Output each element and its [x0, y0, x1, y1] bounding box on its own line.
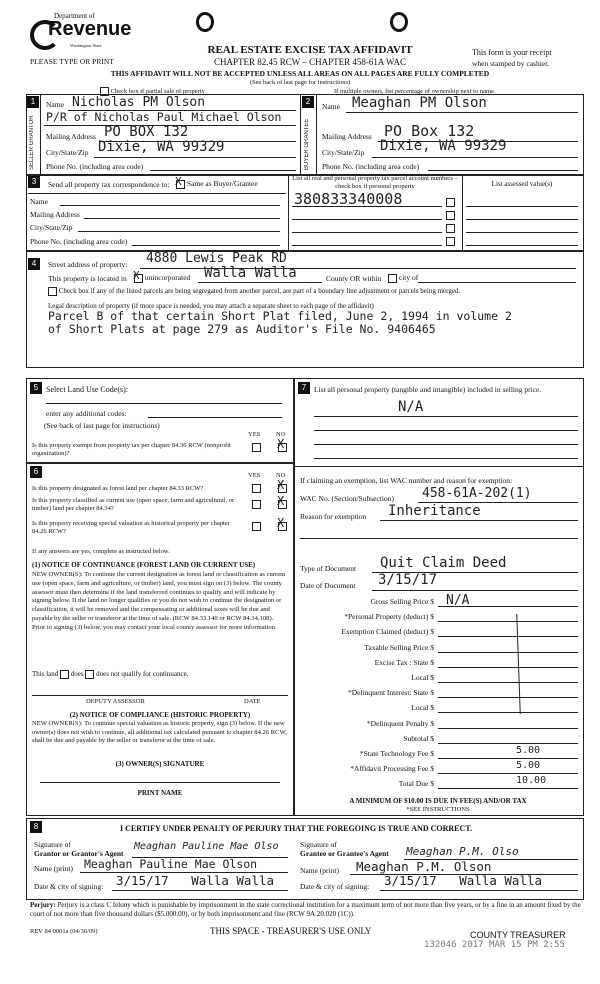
street-value[interactable]: 4880 Lewis Peak RD [146, 251, 287, 266]
fee-label: Total Due $ [398, 779, 434, 789]
grantee-name-label: Name (print) [300, 866, 339, 875]
segregated-label: Check box if any of the listed parcels are being segregated from another parcel, are part of a boundary line adjustment or parcels being merged. [58, 287, 461, 296]
corr-mailing-label: Mailing Address [30, 210, 80, 219]
warning-text: THIS AFFIDAVIT WILL NOT BE ACCEPTED UNLESS ALL AREAS ON ALL PAGES ARE FULLY COMPLETED [110, 69, 490, 78]
grantee-sig-label-2: Grantee or Grantee's Agent [300, 849, 389, 858]
form-chapter: CHAPTER 82.45 RCW – CHAPTER 458-61A WAC [214, 57, 406, 67]
buyer-mailing-label: Mailing Address [322, 132, 372, 141]
section6-yes: YES [248, 472, 261, 479]
does-label: does [70, 670, 84, 679]
seller-city-label: City/State/Zip [46, 148, 89, 157]
multiple-owners-note: If multiple owners, list percentage of ownership next to name. [334, 88, 496, 95]
same-as-buyer [175, 174, 258, 189]
section-2-number: 2 [302, 96, 314, 108]
grantee-sig-label-1: Signature of [300, 840, 337, 849]
seller-name-label: Name [46, 100, 64, 109]
fee-label: *State Technology Fee $ [359, 749, 434, 758]
forest-no-checkbox[interactable]: X [278, 484, 287, 493]
parcel-header: List all real and personal property tax parcel account numbers – check box if personal property [292, 175, 458, 190]
qualify-label: qualify for continuance. [121, 670, 189, 679]
personal-property-list-label: List all personal property (tangible and intangible) included in selling price. [314, 385, 542, 394]
section-5-number: 5 [30, 382, 42, 394]
grantee-date-value[interactable]: 3/15/17 Walla Walla [384, 873, 543, 888]
seller-name-value[interactable]: Nicholas PM Olson [72, 95, 206, 110]
historical-question: Is this property receiving special valuation as historical property per chapter 84.26 RCW? [32, 520, 230, 535]
buyer-city-value[interactable]: Dixie, WA 99329 [380, 138, 507, 154]
corr-city-label: City/State/Zip [30, 223, 73, 232]
personal-property-checkbox-4[interactable] [446, 237, 455, 246]
section-7-number: 7 [298, 382, 310, 394]
unincorporated-checkbox[interactable]: X [134, 274, 143, 283]
exemption-label: If claiming an exemption, list WAC number and reason for exemption: [300, 476, 513, 485]
buyer-city-label: City/State/Zip [322, 148, 365, 157]
grantee-date-label: Date & city of signing: [300, 882, 370, 891]
section-4-number: 4 [28, 258, 40, 270]
seller-grantor-label: SELLER GRANTOR [29, 115, 35, 170]
legal-description-label: Legal description of property (if more space is needed, you may attach a separate sheet to each page of the affidavit) [48, 302, 374, 310]
this-land-label: This land [32, 670, 59, 679]
notice-continuance-title: (1) NOTICE OF CONTINUANCE (FOREST LAND OR CURRENT USE) [32, 561, 256, 569]
personal-property-checkbox-1[interactable] [446, 198, 455, 207]
notice-continuance-text: NEW OWNER(S): To continue the current designation as forest land or classification as current use (open space, farm and agriculture, or timber) land, you must sign on (3) below. The county assessor must then determine if the land transferred continues to qualify and will indicate by signing below. If the land no longer qualifies or you do not wish to continue the designation or classification, it will be removed and the compensating or additional taxes will be due and payable by the seller or transferor at the time of sale. (RCW 84.33.140 or RCW 84.34.108). Prior to signing (3) below, you may contact your local county assessor for more information. [32, 571, 286, 631]
fee-label: Subtotal $ [403, 733, 434, 743]
segregated-row [48, 287, 460, 296]
grantee-name-value[interactable]: Meaghan P.M. Olson [356, 859, 492, 874]
reason-label: Reason for exemption [300, 512, 367, 521]
section-1-number: 1 [27, 96, 39, 108]
doc-type-label: Type of Document [300, 564, 357, 573]
same-as-buyer-label: Same as Buyer/Grantee [186, 179, 258, 188]
fee-label: *Affidavit Processing Fee $ [350, 764, 434, 774]
reason-value[interactable]: Inheritance [388, 503, 481, 519]
receipt-line-1: This form is your receipt [472, 48, 552, 57]
buyer-mailing-value[interactable]: PO Box 132 [384, 122, 475, 140]
logo-sub-text: Washington State [70, 43, 102, 48]
fee-label: *Delinquent Penalty $ [366, 718, 434, 728]
fee-label: Local $ [411, 703, 434, 713]
grantee-signature-value[interactable]: Meaghan P.M. Olso [406, 845, 519, 858]
buyer-name-value[interactable]: Meaghan PM Olson [352, 95, 487, 111]
current-use-no-checkbox[interactable]: X [278, 500, 287, 509]
perjury-bold: Perjury: [30, 901, 56, 909]
grantee-sig-label [300, 840, 389, 858]
perjury-text: Perjury is a class C felony which is punishable by imprisonment in the state correctional institution for a maximum term of not more than five years, or by a fine in an amount fixed by the court of not more than five thousand dollars ($5,000.00), or by both imprisonment and fine (RCW 9A.20.020 (1C)). [30, 901, 581, 918]
partial-sale-label: Check box if partial sale of property [110, 87, 205, 95]
if-yes-note: If any answers are yes, complete as instructed below. [32, 548, 170, 555]
perjury-note [30, 901, 582, 919]
section-3-number: 3 [28, 176, 40, 188]
grantor-sig-label-1: Signature of [34, 840, 71, 849]
grantor-sig-label-2: Grantor or Grantor's Agent [34, 849, 124, 858]
deputy-date-label: DATE [244, 698, 261, 705]
fee-label: Local $ [411, 673, 434, 682]
grantor-date-value[interactable]: 3/15/17 Walla Walla [116, 873, 275, 888]
fee-value[interactable]: 10.00 [516, 775, 547, 787]
doc-date-value[interactable]: 3/15/17 [378, 572, 438, 588]
seller-name-value-2[interactable]: P/R of Nicholas Paul Michael Olson [46, 110, 282, 124]
same-as-buyer-checkbox[interactable]: X [176, 180, 185, 189]
grantor-name-value[interactable]: Meaghan Pauline Mae Olson [84, 857, 258, 871]
seller-phone-label: Phone No. (including area code) [46, 162, 144, 171]
rev-number: REV 84 0001a (04/30/09) [30, 928, 98, 935]
does-checkbox[interactable] [60, 670, 69, 679]
personal-property-list-value[interactable]: N/A [398, 399, 424, 415]
street-label: Street address of property: [48, 260, 128, 269]
exempt-no-checkbox[interactable]: X [278, 443, 287, 452]
punch-hole-left-icon [196, 12, 214, 32]
logo-main-text: Revenue [48, 18, 132, 40]
exempt-question: Is this property exempt from property tax per chapter 84.36 RCW (nonprofit organization)? [32, 442, 231, 457]
certify-statement: I CERTIFY UNDER PENALTY OF PERJURY THAT THE FOREGOING IS TRUE AND CORRECT. [120, 824, 473, 833]
seller-mailing-value[interactable]: PO BOX 132 [104, 124, 189, 140]
historical-yes-checkbox[interactable] [252, 522, 261, 531]
unincorporated [133, 268, 191, 283]
doc-date-label: Date of Document [300, 581, 356, 590]
logo-top-text: Department of [54, 12, 95, 20]
segregated-checkbox[interactable] [48, 287, 57, 296]
fee-value[interactable]: N/A [446, 593, 470, 608]
corr-name-label: Name [30, 197, 48, 206]
wac-value[interactable]: 458-61A-202(1) [422, 486, 532, 501]
buyer-phone-label: Phone No. (including area code) [322, 162, 420, 171]
additional-codes-label: enter any additional codes: [46, 409, 127, 418]
please-type: PLEASE TYPE OR PRINT [30, 57, 114, 66]
unincorporated-label: unincorporated [144, 273, 191, 282]
section6-no: NO [276, 472, 286, 479]
grantor-sig-label [34, 840, 124, 858]
deputy-assessor-label: DEPUTY ASSESSOR [86, 698, 145, 705]
exempt-yes-checkbox[interactable] [252, 443, 261, 452]
fee-label: Taxable Selling Price $ [364, 642, 434, 652]
located-label: This property is located in [48, 274, 127, 283]
fee-label: *Personal Property (deduct) $ [344, 612, 434, 622]
current-use-yes-checkbox[interactable] [252, 500, 261, 509]
owner-signature-label: (3) OWNER(S) SIGNATURE [115, 760, 205, 768]
see-back-text: (See back of last page for instructions) [249, 79, 351, 86]
revenue-logo [30, 12, 132, 52]
does-not-label: does not [96, 670, 120, 679]
land-use-label: Select Land Use Code(s): [46, 385, 128, 394]
doc-type-value[interactable]: Quit Claim Deed [380, 555, 507, 571]
grantor-signature-value[interactable]: Meaghan Pauline Mae Olso [134, 841, 279, 852]
section-8-number: 8 [30, 821, 42, 833]
fee-value[interactable]: 5.00 [516, 760, 541, 772]
treasurer-stamp: 132046 2017 MAR 15 PM 2:55 [424, 940, 565, 950]
fee-label: Gross Selling Price $ [370, 597, 434, 606]
county-treasurer: COUNTY TREASURER [470, 930, 566, 940]
buyer-grantee-label: BUYER GRANTEE [304, 118, 310, 170]
punch-hole-right-icon [390, 12, 408, 32]
legal-description-line-1[interactable]: Parcel B of that certain Short Plat filed, June 2, 1994 in volume 2 [48, 309, 512, 323]
fee-label: Exemption Claimed (deduct) $ [341, 627, 434, 637]
grantor-name-label: Name (print) [34, 864, 73, 873]
buyer-name-label: Name [322, 102, 340, 111]
section-6-number: 6 [30, 466, 42, 478]
forest-question: Is this property designated as forest land per chapter 84.33 RCW? [32, 485, 204, 492]
land-use-see-back: (See back of last page for instructions) [44, 421, 160, 430]
city-of [388, 273, 418, 283]
form-title: REAL ESTATE EXCISE TAX AFFIDAVIT [207, 44, 413, 56]
legal-description-line-2[interactable]: of Short Plats at page 279 as Auditor's File No. 9406465 [48, 322, 436, 336]
city-of-label: city of [398, 273, 419, 282]
notice-compliance-title: (2) NOTICE OF COMPLIANCE (HISTORIC PROPERTY) [69, 711, 251, 719]
county-or-within: County OR within [326, 274, 382, 283]
receipt-line-2: when stamped by cashier. [472, 59, 550, 68]
wac-label: WAC No. (Section/Subsection) [300, 494, 394, 503]
city-of-checkbox[interactable] [388, 274, 397, 283]
section5-yes: YES [248, 431, 261, 438]
personal-property-checkbox-3[interactable] [446, 224, 455, 233]
corr-phone-label: Phone No. (including area code) [30, 237, 128, 246]
fee-value[interactable]: 5.00 [516, 745, 541, 756]
notice-compliance-text: NEW OWNER(S): To continue special valuation as historic property, sign (3) below. If the new owner(s) does not wish to continue, all additional tax calculated pursuant to chapter 84.26 RCW, shall be due and payable by the seller or transferor at the time of sale. [32, 720, 287, 745]
assessed-header: List assessed value(s) [491, 180, 553, 188]
minimum-fee-note: A MINIMUM OF $10.00 IS DUE IN FEE(S) AND/OR TAX [349, 797, 527, 805]
treasurer-space: THIS SPACE - TREASURER'S USE ONLY [210, 926, 372, 936]
seller-city-value[interactable]: Dixie, WA 99329 [98, 139, 225, 155]
personal-property-checkbox-2[interactable] [446, 211, 455, 220]
send-correspondence-label: Send all property tax correspondence to: [48, 180, 170, 189]
forest-yes-checkbox[interactable] [252, 484, 261, 493]
see-instructions-note: *SEE INSTRUCTIONS [406, 806, 470, 813]
current-use-question: Is this property classified as current use (open space, farm and agricultural, or timber) land per chapter 84.34? [32, 497, 235, 512]
fee-label: Excise Tax : State $ [374, 657, 434, 667]
continuance-row [32, 670, 188, 679]
grantor-date-label: Date & city of signing: [34, 882, 104, 891]
section5-no: NO [276, 431, 286, 438]
parcel-number-value[interactable]: 380833340008 [294, 190, 403, 208]
print-name-label: PRINT NAME [137, 789, 183, 797]
seller-mailing-label: Mailing Address [46, 132, 96, 141]
fee-label: *Delinquent Interest: State $ [347, 688, 434, 698]
county-value[interactable]: Walla Walla [204, 265, 297, 281]
historical-no-checkbox[interactable]: X [278, 522, 287, 531]
does-not-checkbox[interactable] [85, 670, 94, 679]
